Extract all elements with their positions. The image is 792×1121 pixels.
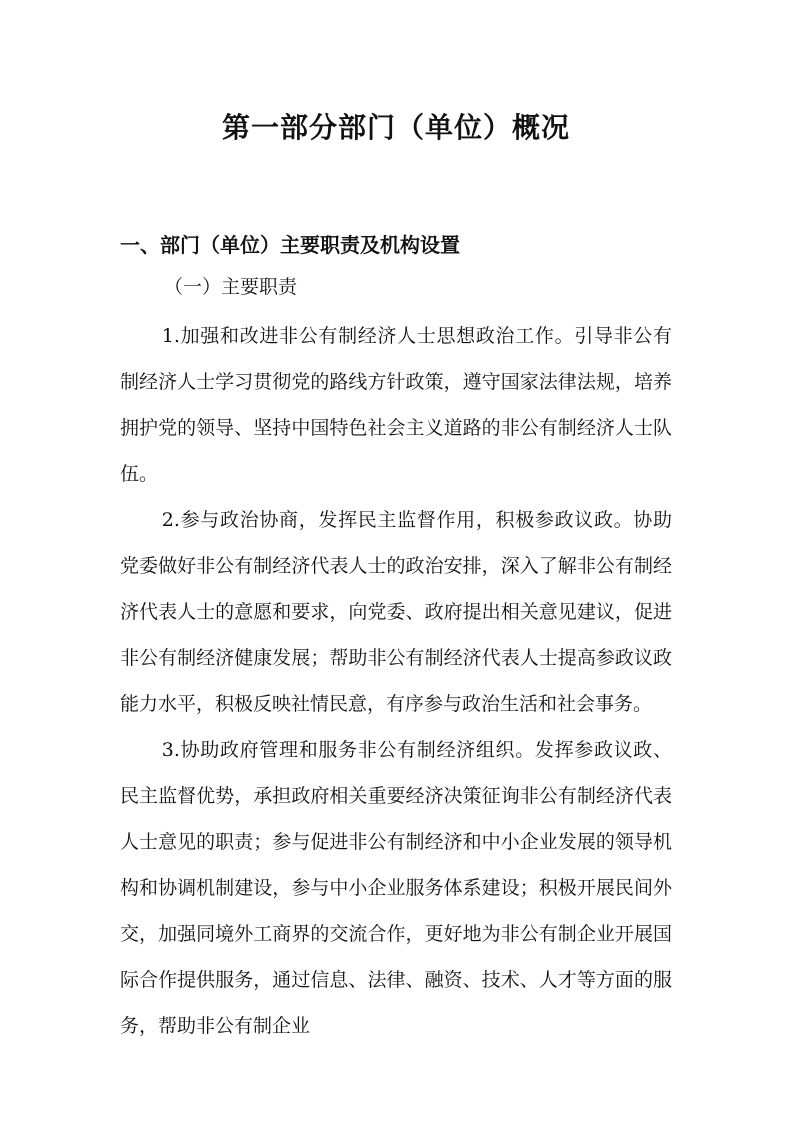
section-heading: 一、部门（单位）主要职责及机构设置 [120,233,460,257]
page-title: 第一部分部门（单位）概况 [221,111,570,144]
paragraph: 3.协助政府管理和服务非公有制经济组织。发挥参政议政、民主监督优势，承担政府相关重要经济决策征询非公有制经济代表人士意见的职责；参与促进非公有制经济和中小企业发展的领导机构和协调机制建设，参与中小企业服务体系建设；积极开展民间外交，加强同境外工商界的交流合作，更好地为非公有制企业开展国际合作提供服务，通过信息、法律、融资、技术、人才等方面的服务，帮助非公有制企业 [120,739,672,1037]
paragraph: 2.参与政治协商，发挥民主监督作用，积极参政议政。协助党委做好非公有制经济代表人士的政治安排，深入了解非公有制经济代表人士的意愿和要求，向党委、政府提出相关意见建议，促进非公有制经济健康发展；帮助非公有制经济代表人士提高参政议政能力水平，积极反映社情民意，有序参与政治生活和社会事务。 [120,509,672,715]
body-text [120,313,672,1049]
subheading: （一）主要职责 [164,276,298,298]
paragraph: 1.加强和改进非公有制经济人士思想政治工作。引导非公有制经济人士学习贯彻党的路线方针政策，遵守国家法律法规，培养拥护党的领导、坚持中国特色社会主义道路的非公有制经济人士队伍。 [120,325,672,485]
